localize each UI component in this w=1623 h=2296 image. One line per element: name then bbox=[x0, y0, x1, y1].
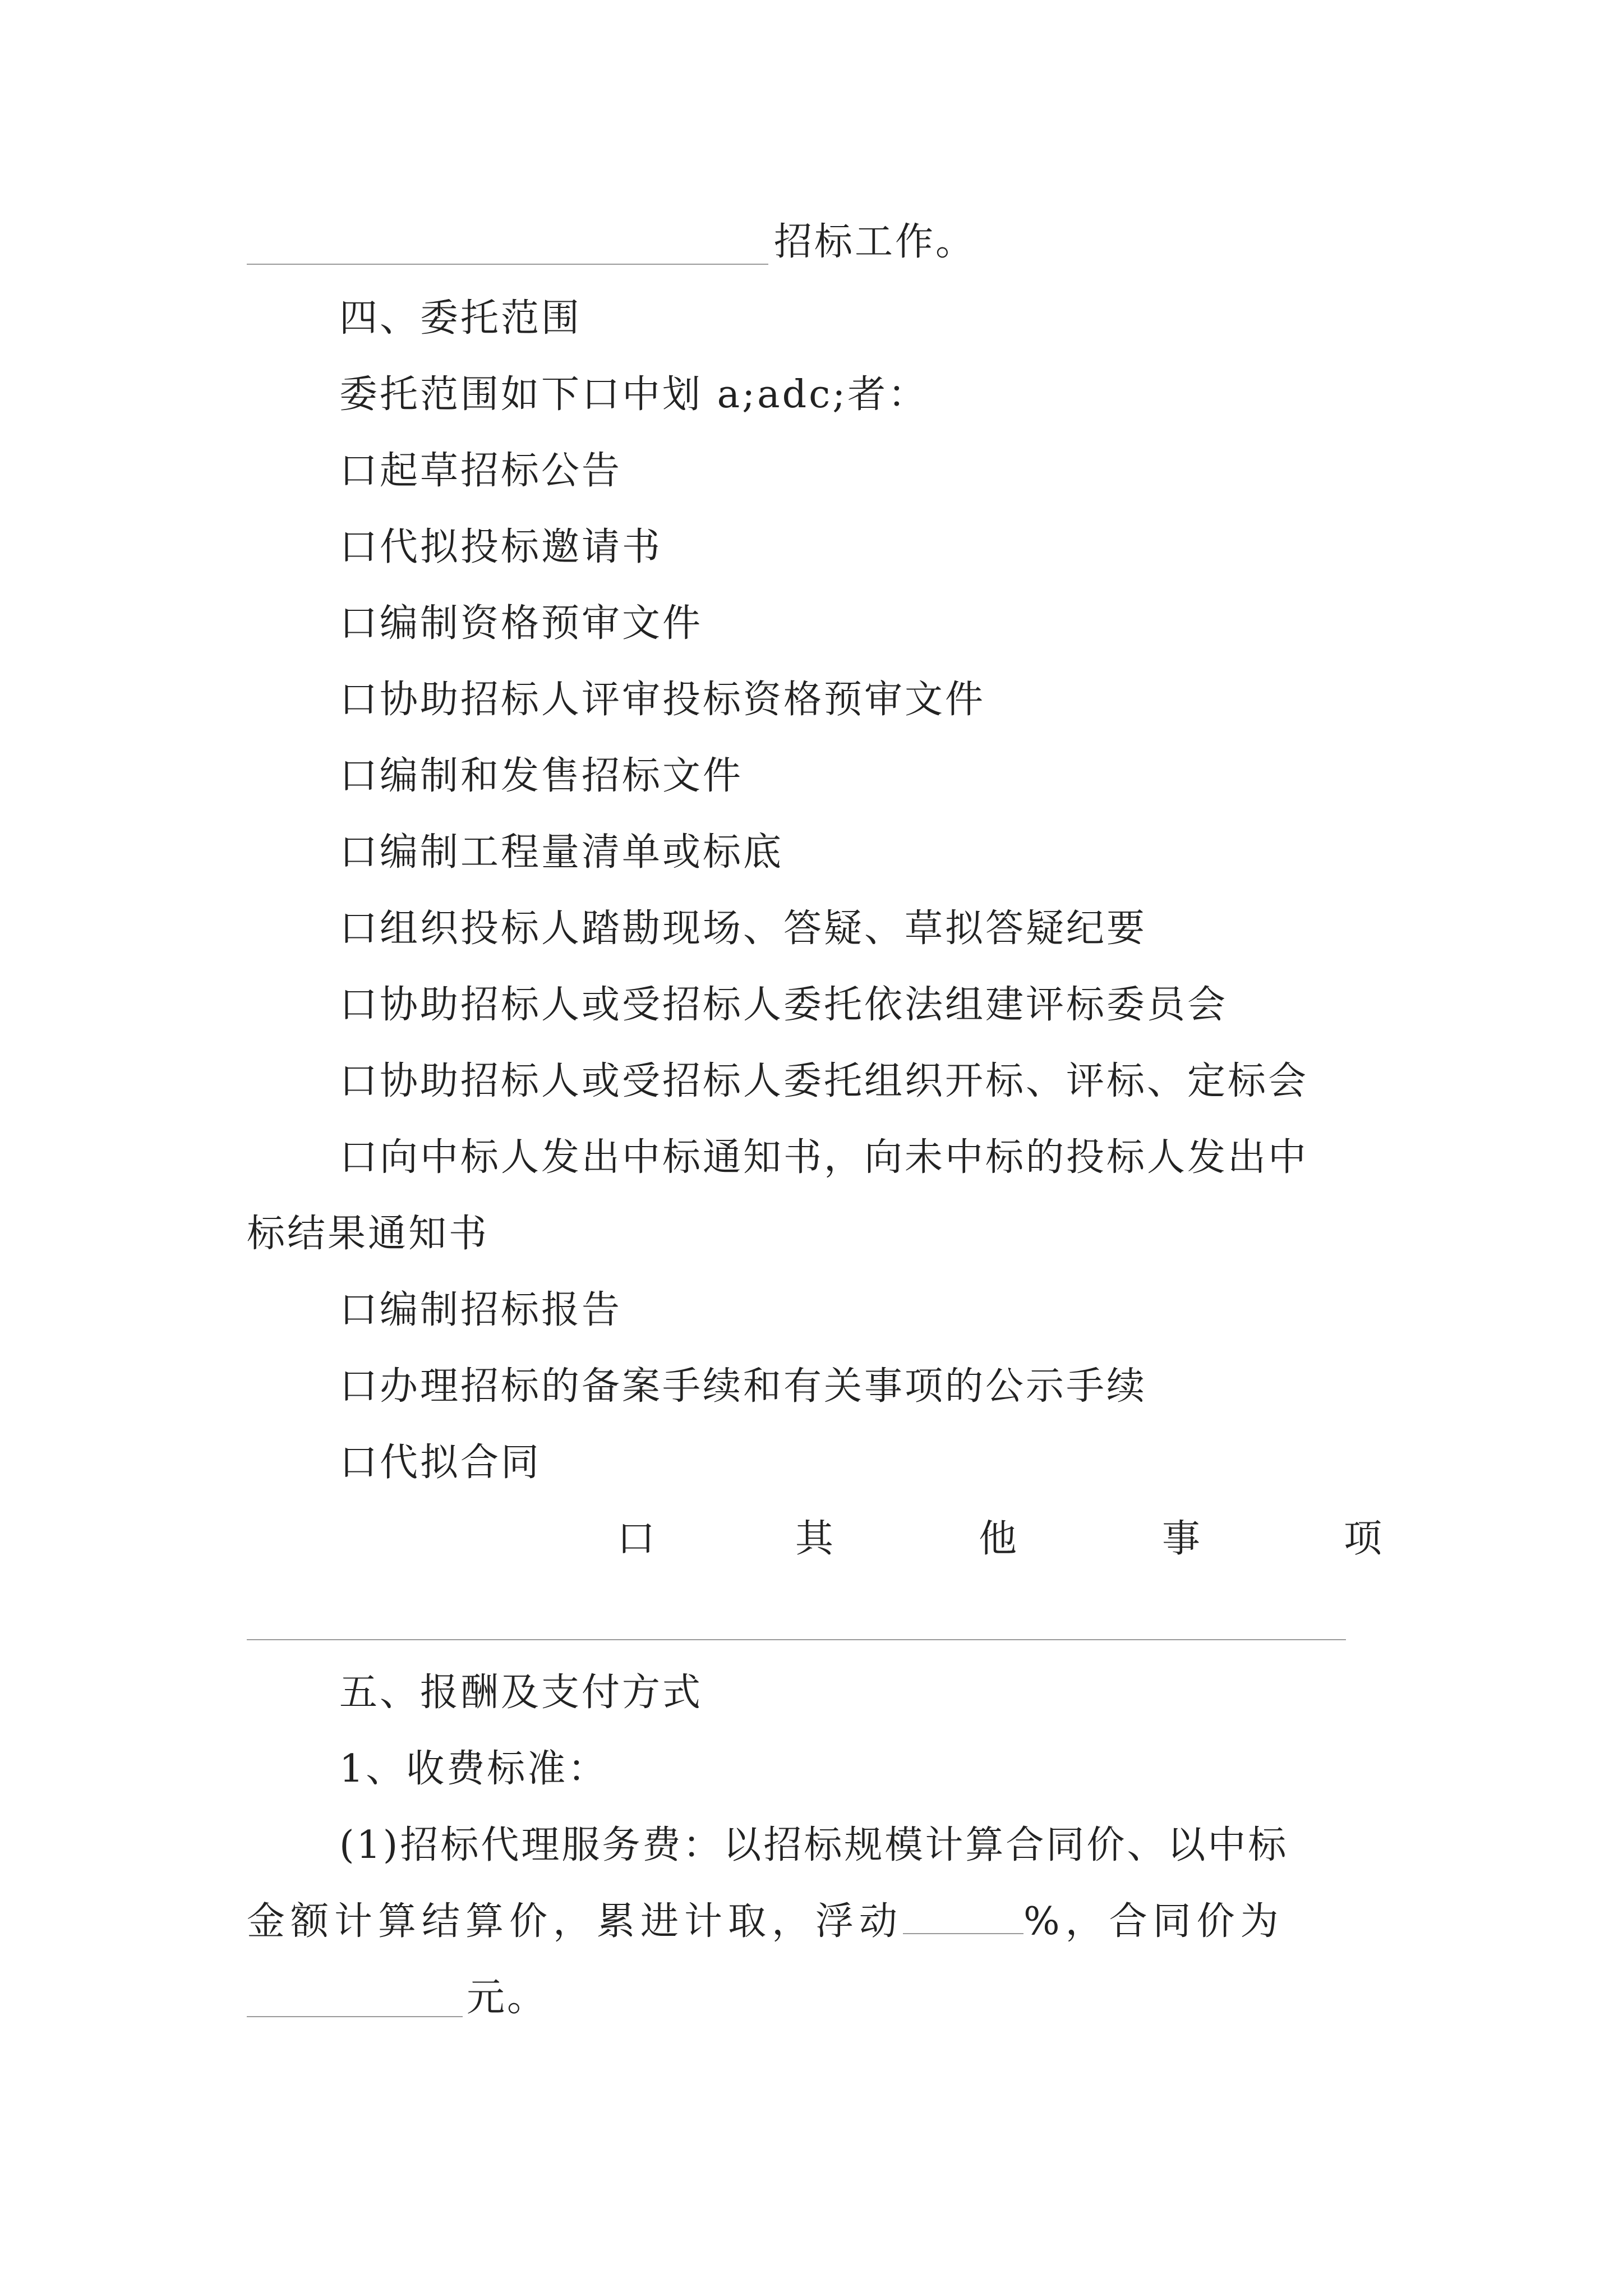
other-char-4: 事 bbox=[1162, 1517, 1201, 1561]
fee-clause-text-a: 金额计算结算价，累进计取，浮动 bbox=[247, 1899, 903, 1944]
scope-item-1: 口起草招标公告 bbox=[339, 449, 623, 493]
scope-item-8: 口协助招标人或受招标人委托依法组建评标委员会 bbox=[339, 983, 1228, 1027]
fill-blank-contract-price bbox=[247, 2016, 463, 2017]
scope-intro: 委托范围如下口中划 a;adc;者： bbox=[339, 372, 929, 417]
scope-item-7: 口组织投标人踏勘现场、答疑、草拟答疑纪要 bbox=[339, 907, 1147, 951]
fee-clause-1-cont bbox=[247, 1899, 1284, 1944]
scope-item-13: 口代拟合同 bbox=[339, 1441, 542, 1485]
scope-item-10: 口向中标人发出中标通知书，向未中标的投标人发出中 bbox=[339, 1135, 1309, 1180]
fill-blank-other bbox=[247, 1639, 1346, 1640]
scope-item-12: 口办理招标的备案手续和有关事项的公示手续 bbox=[339, 1364, 1147, 1409]
section-heading-4: 四、委托范围 bbox=[339, 296, 582, 341]
scope-item-5: 口编制和发售招标文件 bbox=[339, 754, 744, 798]
scope-item-10-cont: 标结果通知书 bbox=[247, 1212, 490, 1256]
scope-item-3: 口编制资格预审文件 bbox=[339, 601, 703, 646]
fee-clause-1: (1)招标代理服务费：以招标规模计算合同价、以中标 bbox=[339, 1823, 1289, 1867]
scope-item-2: 口代拟投标邀请书 bbox=[339, 525, 663, 569]
scope-item-6: 口编制工程量清单或标底 bbox=[339, 830, 784, 875]
other-char-1: 口 bbox=[617, 1517, 656, 1561]
scope-item-11: 口编制招标报告 bbox=[339, 1288, 623, 1332]
fee-standard-heading: 1、收费标准： bbox=[339, 1747, 608, 1791]
fee-clause-1-end: 元。 bbox=[467, 1976, 548, 2020]
other-char-5: 项 bbox=[1344, 1517, 1382, 1561]
text-line-1: 招标工作。 bbox=[774, 220, 976, 264]
fee-clause-text-b: %，合同价为 bbox=[1023, 1899, 1284, 1944]
fill-blank-project bbox=[247, 264, 768, 265]
fill-blank-float-rate bbox=[903, 1904, 1023, 1934]
scope-item-9: 口协助招标人或受招标人委托组织开标、评标、定标会 bbox=[339, 1059, 1309, 1103]
other-char-2: 其 bbox=[795, 1517, 834, 1561]
other-char-3: 他 bbox=[979, 1517, 1017, 1561]
scope-item-4: 口协助招标人评审投标资格预审文件 bbox=[339, 678, 986, 722]
section-heading-5: 五、报酬及支付方式 bbox=[339, 1671, 703, 1715]
